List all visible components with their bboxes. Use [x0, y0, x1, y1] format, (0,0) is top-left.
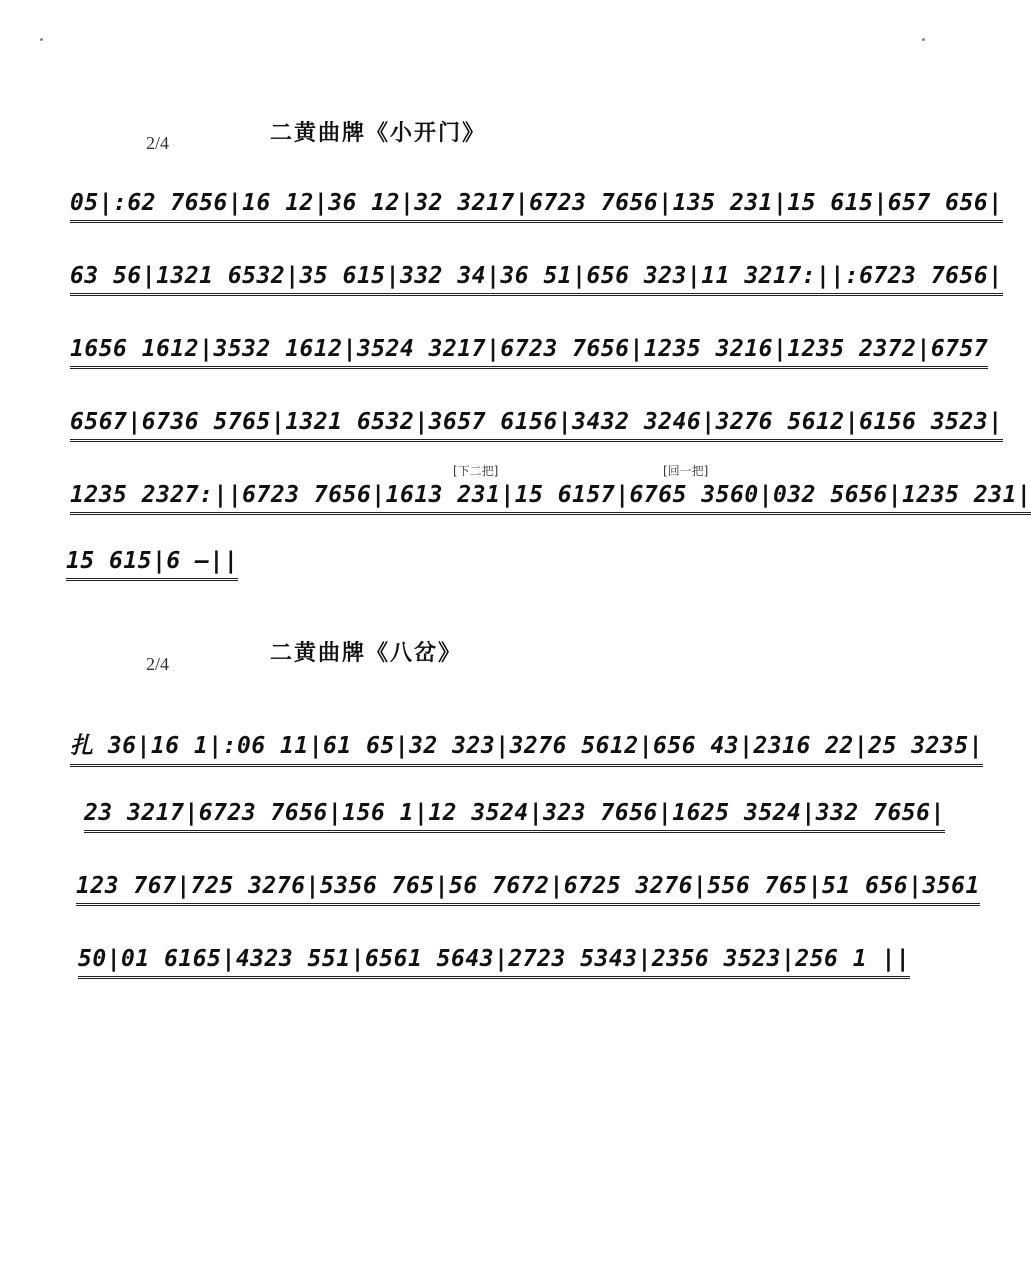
notation-text: 63 56|1321 6532|35 615|332 34|36 51|656 323|11 3217:||:6723 7656|	[70, 263, 1003, 296]
piece2-line-4	[78, 946, 911, 990]
notation-text: 15 615|6 —||	[66, 548, 238, 581]
notation-text: 123 767|725 3276|5356 765|56 7672|6725 3276|556 765|51 656|3561	[76, 873, 980, 906]
piece2-line-2	[84, 800, 945, 844]
piece2-line-3	[76, 873, 980, 917]
corner-mark-right	[922, 38, 925, 41]
notation-text: 05|:62 7656|16 12|36 12|32 3217|6723 7656|135 231|15 615|657 656|	[70, 190, 1003, 223]
piece2-title: 二黄曲牌《八岔》	[270, 640, 463, 666]
piece1-line-2	[70, 263, 1003, 307]
piece1-line-3	[70, 336, 989, 380]
corner-mark-left	[40, 38, 43, 41]
notation-text: 23 3217|6723 7656|156 1|12 3524|323 7656|1625 3524|332 7656|	[84, 800, 945, 833]
piece1-line-5	[70, 482, 1031, 526]
notation-text: 扎 36|16 1|:06 11|61 65|32 323|3276 5612|656 43|2316 22|25 3235|	[70, 727, 983, 767]
piece2-line-1	[70, 727, 984, 771]
annotation-hui-yi-ba: [回一把]	[663, 464, 709, 478]
notation-text: 50|01 6165|4323 551|6561 5643|2723 5343|2356 3523|256 1 ||	[78, 946, 910, 979]
piece1-line-6	[66, 548, 901, 592]
piece2-meter: 2/4	[146, 654, 170, 674]
annotation-xia-er-ba: [下二把]	[453, 464, 499, 478]
notation-text: 6567|6736 5765|1321 6532|3657 6156|3432 3246|3276 5612|6156 3523|	[70, 409, 1003, 442]
notation-text: 1656 1612|3532 1612|3524 3217|6723 7656|1235 3216|1235 2372|6757	[70, 336, 988, 369]
piece1-title: 二黄曲牌《小开门》	[270, 120, 487, 146]
piece1-line-4	[70, 409, 1003, 453]
piece1-line-1	[70, 190, 1003, 234]
piece1-meter: 2/4	[146, 133, 170, 153]
notation-text: 1235 2327:||6723 7656|1613 231|15 6157|6765 3560|032 5656|1235 231|	[70, 482, 1031, 515]
